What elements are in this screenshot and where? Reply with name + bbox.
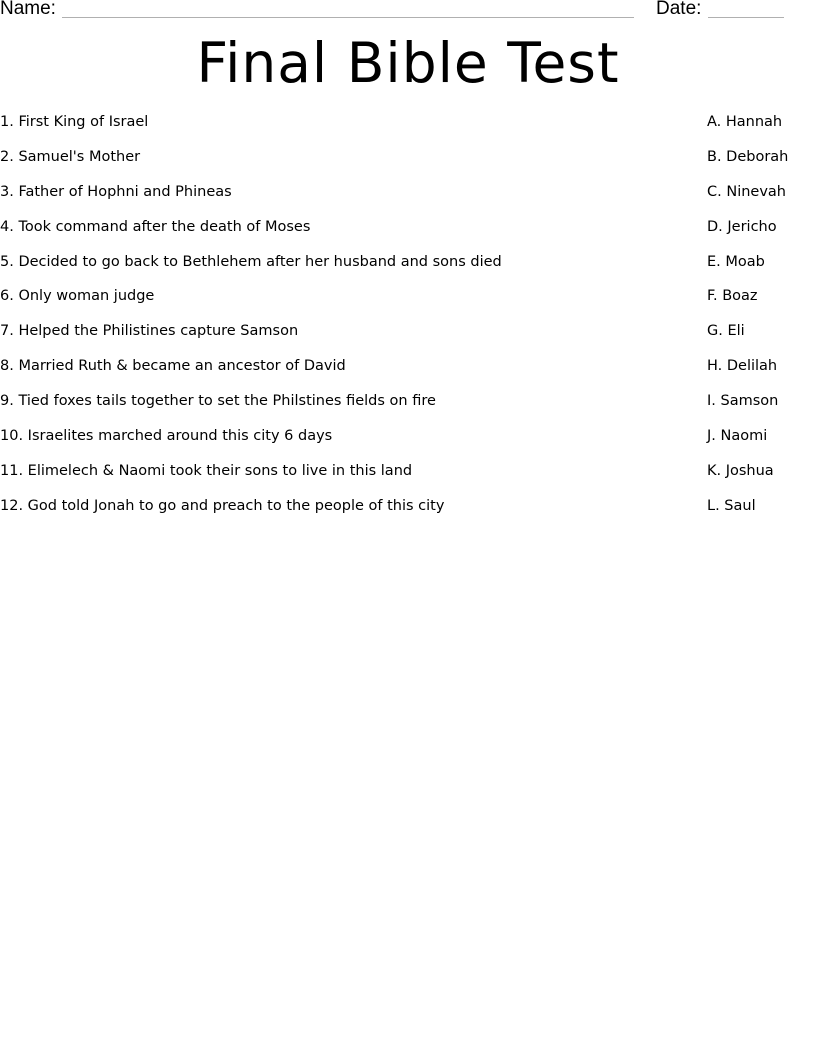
matching-row <box>0 147 816 182</box>
matching-list <box>0 112 816 531</box>
matching-row <box>0 321 816 356</box>
matching-row <box>0 252 816 287</box>
name-label: Name: <box>0 0 56 19</box>
clue-item: 7. Helped the Philistines capture Samson <box>0 323 299 340</box>
answer-option: E. Moab <box>707 253 765 270</box>
matching-row <box>0 391 816 426</box>
name-blank-line[interactable] <box>62 17 634 18</box>
matching-row <box>0 217 816 252</box>
clue-item: 9. Tied foxes tails together to set the Philstines fields on fire <box>0 393 436 410</box>
header <box>0 0 816 22</box>
answer-option: A. Hannah <box>707 114 783 130</box>
clue-item: 5. Decided to go back to Bethlehem after her husband and sons died <box>0 253 502 270</box>
clue-item: 6. Only woman judge <box>0 288 155 305</box>
answer-option: D. Jericho <box>707 218 777 235</box>
answer-option: C. Ninevah <box>707 183 786 200</box>
answer-option: B. Deborah <box>707 148 789 165</box>
answer-option: H. Delilah <box>707 358 778 375</box>
matching-row <box>0 112 816 147</box>
clue-item: 10. Israelites marched around this city 6 days <box>0 428 333 445</box>
date-label: Date: <box>656 0 702 19</box>
answer-option: I. Samson <box>707 393 779 410</box>
clue-item: 12. God told Jonah to go and preach to the people of this city <box>0 497 445 514</box>
matching-row <box>0 426 816 461</box>
clue-item: 11. Elimelech & Naomi took their sons to live in this land <box>0 462 413 479</box>
date-blank-line[interactable] <box>708 17 784 18</box>
matching-row <box>0 496 816 531</box>
clue-item: 8. Married Ruth & became an ancestor of David <box>0 358 346 375</box>
matching-row <box>0 182 816 217</box>
answer-option: F. Boaz <box>707 288 758 305</box>
answer-option: K. Joshua <box>707 462 774 479</box>
matching-row <box>0 356 816 391</box>
answer-option: L. Saul <box>707 497 756 514</box>
page-title: Final Bible Test <box>196 31 620 95</box>
matching-row <box>0 461 816 496</box>
matching-row <box>0 286 816 321</box>
clue-item: 4. Took command after the death of Moses <box>0 218 311 235</box>
clue-item: 2. Samuel's Mother <box>0 148 141 165</box>
clue-item: 3. Father of Hophni and Phineas <box>0 183 232 200</box>
answer-option: G. Eli <box>707 323 745 340</box>
clue-item: 1. First King of Israel <box>0 114 149 130</box>
answer-option: J. Naomi <box>707 428 768 445</box>
